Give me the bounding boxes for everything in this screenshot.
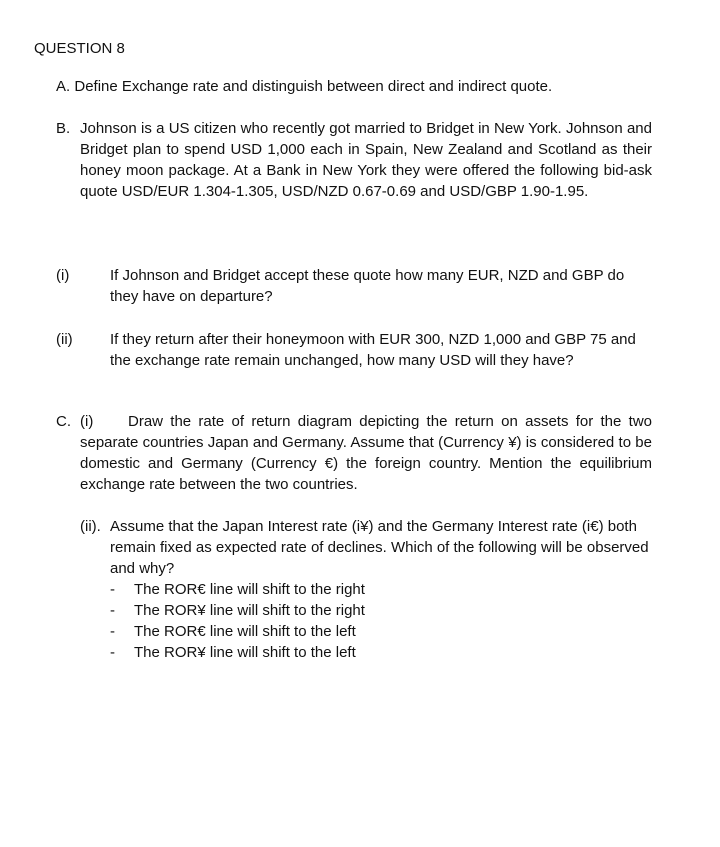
part-a-label: A. [56,78,71,95]
part-a-text: Define Exchange rate and distinguish between direct and indirect quote. [74,78,553,95]
part-b-ii [56,329,652,371]
part-b-text: Johnson is a US citizen who recently got married to Bridget in New York. Johnson and Bridget plan to spend USD 1,000 each in Spain, New Zealand and Scotland as their honey moon package. At a Bank in New York they were offered the following bid-ask quote USD/EUR 1.304-1.305, USD/NZD 0.67-0.69 and USD/GBP 1.90-1.95. [80,120,652,200]
list-item: - The ROR€ line will shift to the left [110,623,356,640]
part-c-ii-label: (ii). [80,518,101,535]
bullet-dash: - [110,644,115,661]
part-c-ii-text: Assume that the Japan Interest rate (i¥) and the Germany Interest rate (i€) both remain fixed as expected rate of declines. Which of the following will be observed and why? [110,518,649,577]
part-c-i [56,411,652,495]
option-list [110,579,652,663]
list-item: - The ROR¥ line will shift to the left [110,644,356,661]
part-c-label: C. [56,413,71,430]
part-b-i [56,265,652,307]
part-c-i-label: (i) [80,413,94,430]
part-c-i-text: Draw the rate of return diagram depicting the return on assets for the two separate countries Japan and Germany. Assume that (Currency ¥) is considered to be domestic and Germany (Currency €) the foreign country. Mention the equilibrium exchange rate between the two countries. [80,413,652,493]
part-b-i-label: (i) [56,267,70,284]
part-b-i-text: If Johnson and Bridget accept these quote how many EUR, NZD and GBP do they have on departure? [110,267,625,305]
list-item: - The ROR€ line will shift to the right [110,581,365,598]
bullet-dash: - [110,581,115,598]
list-item: - The ROR¥ line will shift to the right [110,602,365,619]
part-b-ii-text: If they return after their honeymoon with EUR 300, NZD 1,000 and GBP 75 and the exchange rate remain unchanged, how many USD will they have? [110,331,636,369]
bullet-dash: - [110,623,115,640]
part-a [56,76,656,97]
part-c-ii [80,516,652,663]
part-b-label: B. [56,120,71,137]
part-b [56,118,652,202]
part-b-ii-label: (ii) [56,331,73,348]
question-title: QUESTION 8 [34,40,125,57]
bullet-dash: - [110,602,115,619]
